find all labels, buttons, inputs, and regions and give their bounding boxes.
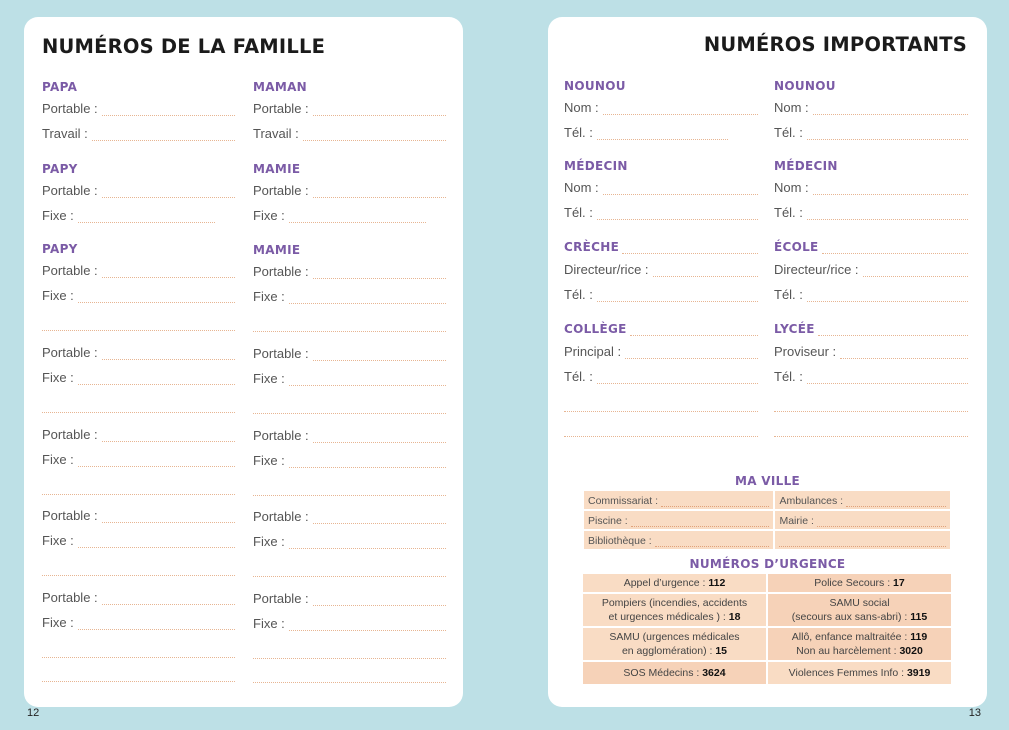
college-principal-field[interactable] <box>564 344 758 359</box>
blank-line[interactable] <box>42 680 235 682</box>
bibliotheque-field[interactable] <box>584 531 773 549</box>
field-label: Tél. : <box>774 125 803 140</box>
medecin-tel-field[interactable] <box>564 205 758 220</box>
field-label: Ambulances : <box>779 495 844 507</box>
field-label: Fixe : <box>253 371 285 386</box>
contacts-column-1 <box>564 17 758 467</box>
field-label: Nom : <box>774 100 809 115</box>
field-label: Travail : <box>253 126 299 141</box>
family-column-1 <box>42 17 235 707</box>
blank-line[interactable] <box>42 574 235 576</box>
field-label: Fixe : <box>253 453 285 468</box>
urgence-violences-femmes <box>768 662 951 684</box>
ma-ville-table <box>582 489 952 551</box>
urgence-label: en agglomération) : <box>621 645 716 657</box>
field-label: Portable : <box>42 345 98 360</box>
urgence-pompiers <box>583 594 766 626</box>
papa-portable-field[interactable] <box>42 101 235 116</box>
field-label: Principal : <box>564 344 622 359</box>
urgence-samu-social <box>768 594 951 626</box>
section-heading-lycee <box>774 322 968 336</box>
fixe-field[interactable] <box>253 534 446 549</box>
creche-directeur-field[interactable] <box>564 262 758 277</box>
urgence-label: Non au harcèlement : <box>796 645 900 657</box>
field-label: Proviseur : <box>774 344 837 359</box>
field-label: Portable : <box>42 508 98 523</box>
portable-field[interactable] <box>253 591 446 606</box>
blank-line[interactable] <box>42 493 235 495</box>
mamie1-fixe-field[interactable] <box>253 208 426 223</box>
portable-field[interactable] <box>253 428 446 443</box>
heading-label: LYCÉE <box>774 322 815 336</box>
urgence-label: Violences Femmes Info : <box>788 667 907 679</box>
mamie2-portable-field[interactable] <box>253 264 446 279</box>
section-heading-college <box>564 322 758 336</box>
heading-label: CRÈCHE <box>564 240 620 254</box>
blank-line[interactable] <box>774 435 968 437</box>
urgences-title: NUMÉROS D’URGENCE <box>689 557 846 571</box>
heading-label: COLLÈGE <box>564 322 627 336</box>
field-label: Tél. : <box>774 205 803 220</box>
urgence-number: 18 <box>728 611 741 623</box>
urgence-number: 17 <box>893 577 905 589</box>
nounou-nom-field[interactable] <box>564 100 758 115</box>
urgence-label: Pompiers (incendies, accidents <box>601 597 748 609</box>
blank-line[interactable] <box>253 494 446 496</box>
fixe-field[interactable] <box>42 615 235 630</box>
field-label: Fixe : <box>253 534 285 549</box>
field-label: Fixe : <box>42 208 74 223</box>
fixe-field[interactable] <box>253 616 446 631</box>
blank-line[interactable] <box>253 412 446 414</box>
field-label: Piscine : <box>588 515 628 527</box>
portable-field[interactable] <box>42 345 235 360</box>
portable-field[interactable] <box>42 590 235 605</box>
nounou2-nom-field[interactable] <box>774 100 968 115</box>
urgence-enfance <box>768 628 951 660</box>
urgence-label: SAMU (urgences médicales <box>609 631 740 643</box>
portable-field[interactable] <box>42 508 235 523</box>
section-heading-mamie: MAMIE <box>253 162 301 176</box>
heading-label: ÉCOLE <box>774 240 819 254</box>
page-number: 13 <box>968 707 981 719</box>
field-label: Portable : <box>253 183 309 198</box>
section-heading-papy: PAPY <box>42 162 78 176</box>
fixe-field[interactable] <box>42 533 235 548</box>
nounou-tel-field[interactable] <box>564 125 728 140</box>
field-label: Tél. : <box>564 287 593 302</box>
urgence-police <box>768 574 951 592</box>
papy2-fixe-field[interactable] <box>42 288 235 303</box>
urgence-samu <box>583 628 766 660</box>
urgence-number: 3624 <box>702 667 726 679</box>
right-page <box>548 17 987 707</box>
portable-field[interactable] <box>42 427 235 442</box>
page-title: NUMÉROS DE LA FAMILLE <box>42 35 326 58</box>
blank-line[interactable] <box>42 411 235 413</box>
blank-line[interactable] <box>42 329 235 331</box>
ecole-directeur-field[interactable] <box>774 262 968 277</box>
section-heading-papy: PAPY <box>42 242 78 256</box>
fixe-field[interactable] <box>42 370 235 385</box>
blank-line[interactable] <box>253 330 446 332</box>
field-label: Portable : <box>42 427 98 442</box>
field-label: Portable : <box>253 101 309 116</box>
field-label: Directeur/rice : <box>774 262 859 277</box>
field-label: Portable : <box>253 591 309 606</box>
ecole-tel-field[interactable] <box>774 287 968 302</box>
field-label: Portable : <box>253 346 309 361</box>
urgence-number: 15 <box>715 645 728 657</box>
field-label: Tél. : <box>774 369 803 384</box>
lycee-proviseur-field[interactable] <box>774 344 968 359</box>
medecin2-tel-field[interactable] <box>774 205 968 220</box>
portable-field[interactable] <box>253 346 446 361</box>
urgence-label: SOS Médecins : <box>623 667 703 679</box>
field-label: Portable : <box>42 101 98 116</box>
page-title: NUMÉROS IMPORTANTS <box>703 33 967 56</box>
field-label: Fixe : <box>253 289 285 304</box>
papy2-portable-field[interactable] <box>42 263 235 278</box>
family-column-2 <box>253 17 446 707</box>
blank-line[interactable] <box>42 656 235 658</box>
field-label: Portable : <box>253 264 309 279</box>
urgences-table <box>581 572 953 686</box>
field-label: Nom : <box>564 180 599 195</box>
section-heading-medecin: MÉDECIN <box>564 159 628 173</box>
fixe-field[interactable] <box>253 453 446 468</box>
field-label: Mairie : <box>779 515 814 527</box>
urgence-number: 115 <box>910 611 928 623</box>
field-label: Fixe : <box>42 370 74 385</box>
field-label: Bibliothèque : <box>588 535 652 547</box>
field-label: Nom : <box>774 180 809 195</box>
empty-cell[interactable] <box>775 531 950 549</box>
section-heading-mamie: MAMIE <box>253 243 301 257</box>
urgence-label: Allô, enfance maltraitée : <box>791 631 911 643</box>
urgence-number: 3919 <box>906 667 931 679</box>
urgence-label: SAMU social <box>829 597 890 609</box>
field-label: Portable : <box>42 183 98 198</box>
urgence-label: et urgences médicales ) : <box>608 611 729 623</box>
section-heading-ecole <box>774 240 968 254</box>
field-label: Tél. : <box>564 205 593 220</box>
section-heading-nounou: NOUNOU <box>774 79 836 93</box>
blank-line[interactable] <box>253 575 446 577</box>
section-heading-papa: PAPA <box>42 80 78 94</box>
field-label: Fixe : <box>42 288 74 303</box>
fixe-field[interactable] <box>253 371 446 386</box>
field-label: Directeur/rice : <box>564 262 649 277</box>
urgence-number: 119 <box>910 631 928 643</box>
field-label: Fixe : <box>253 208 285 223</box>
field-label: Portable : <box>42 590 98 605</box>
urgence-appel <box>583 574 766 592</box>
urgence-number: 3020 <box>899 645 923 657</box>
field-label: Portable : <box>253 509 309 524</box>
commissariat-field[interactable] <box>584 491 773 509</box>
ma-ville-title: MA VILLE <box>734 474 801 488</box>
urgence-label: Appel d’urgence : <box>623 577 709 589</box>
section-heading-medecin: MÉDECIN <box>774 159 838 173</box>
maman-travail-field[interactable] <box>253 126 446 141</box>
field-label: Travail : <box>42 126 88 141</box>
lycee-tel-field[interactable] <box>774 369 968 384</box>
mairie-field[interactable] <box>775 511 950 529</box>
medecin-nom-field[interactable] <box>564 180 758 195</box>
section-heading-maman: MAMAN <box>253 80 307 94</box>
urgence-number: 112 <box>708 577 726 589</box>
section-heading-nounou: NOUNOU <box>564 79 626 93</box>
medecin2-nom-field[interactable] <box>774 180 968 195</box>
fixe-field[interactable] <box>42 452 235 467</box>
section-heading-creche <box>564 240 758 254</box>
urgence-label: (secours aux sans-abri) : <box>791 611 911 623</box>
left-page <box>24 17 463 707</box>
blank-line[interactable] <box>774 410 968 412</box>
urgence-sos-medecins <box>583 662 766 684</box>
field-label: Fixe : <box>42 615 74 630</box>
blank-line[interactable] <box>253 681 446 683</box>
contacts-column-2 <box>774 17 968 467</box>
field-label: Portable : <box>42 263 98 278</box>
field-label: Fixe : <box>42 452 74 467</box>
papy1-fixe-field[interactable] <box>42 208 215 223</box>
maman-portable-field[interactable] <box>253 101 446 116</box>
mamie2-fixe-field[interactable] <box>253 289 446 304</box>
piscine-field[interactable] <box>584 511 773 529</box>
field-label: Nom : <box>564 100 599 115</box>
creche-tel-field[interactable] <box>564 287 758 302</box>
field-label: Tél. : <box>564 125 593 140</box>
field-label: Tél. : <box>774 287 803 302</box>
field-label: Tél. : <box>564 369 593 384</box>
blank-line[interactable] <box>564 435 758 437</box>
ambulances-field[interactable] <box>775 491 950 509</box>
field-label: Fixe : <box>253 616 285 631</box>
portable-field[interactable] <box>253 509 446 524</box>
papa-travail-field[interactable] <box>42 126 235 141</box>
field-label: Portable : <box>253 428 309 443</box>
urgence-label: Police Secours : <box>814 577 894 589</box>
field-label: Commissariat : <box>588 495 659 507</box>
page-number: 12 <box>27 707 40 719</box>
field-label: Fixe : <box>42 533 74 548</box>
blank-line[interactable] <box>253 657 446 659</box>
nounou2-tel-field[interactable] <box>774 125 968 140</box>
college-tel-field[interactable] <box>564 369 758 384</box>
blank-line[interactable] <box>564 410 758 412</box>
papy1-portable-field[interactable] <box>42 183 235 198</box>
mamie1-portable-field[interactable] <box>253 183 446 198</box>
